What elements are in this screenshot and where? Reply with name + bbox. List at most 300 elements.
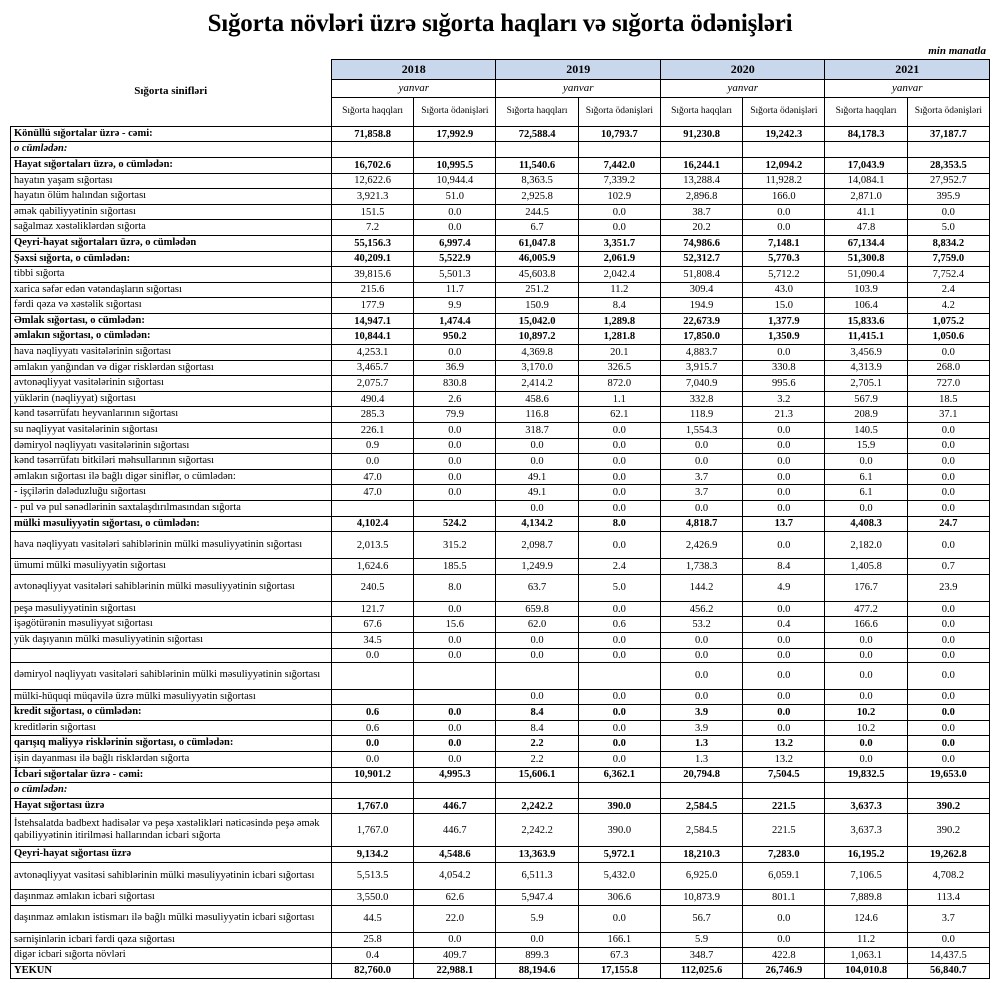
row-value: 40,209.1 [331, 251, 413, 267]
row-value: 4,548.6 [414, 847, 496, 863]
row-value: 1.1 [578, 391, 660, 407]
row-value: 5,972.1 [578, 847, 660, 863]
table-row [11, 617, 990, 633]
table-row [11, 204, 990, 220]
row-value: 0.0 [578, 454, 660, 470]
row-value: 7,148.1 [743, 235, 825, 251]
row-value: 22.0 [414, 905, 496, 932]
row-label: mülki məsuliyyətin sığortası, o cümlədən: [11, 516, 332, 532]
row-value [414, 142, 496, 158]
row-value: 477.2 [825, 601, 907, 617]
row-value: 2,871.0 [825, 189, 907, 205]
table-row [11, 220, 990, 236]
row-value: 15.0 [743, 298, 825, 314]
row-value: 458.6 [496, 391, 578, 407]
table-row [11, 376, 990, 392]
row-value: 166.0 [743, 189, 825, 205]
row-value: 4,102.4 [331, 516, 413, 532]
table-row [11, 313, 990, 329]
table-row [11, 345, 990, 361]
table-row [11, 438, 990, 454]
row-value: 1,063.1 [825, 948, 907, 964]
row-label: əmlakın yanğından və digər risklərdən sığortası [11, 360, 332, 376]
table-row [11, 736, 990, 752]
row-value: 8,363.5 [496, 173, 578, 189]
row-value: 2,925.8 [496, 189, 578, 205]
row-value: 0.4 [331, 948, 413, 964]
header-premium-2019: Sığorta haqqları [496, 97, 578, 126]
row-value: 176.7 [825, 574, 907, 601]
row-value: 0.0 [578, 485, 660, 501]
table-row [11, 814, 990, 847]
row-value: 6.1 [825, 469, 907, 485]
row-value: 25.8 [331, 932, 413, 948]
table-row [11, 948, 990, 964]
row-value: 5.0 [907, 220, 989, 236]
header-year-2021: 2021 [825, 59, 990, 79]
row-value: 67,134.4 [825, 235, 907, 251]
row-value: 0.0 [660, 438, 742, 454]
row-value: 20.2 [660, 220, 742, 236]
row-label: işin dayanması ilə bağlı risklərdən sığorta [11, 751, 332, 767]
row-value: 28,353.5 [907, 157, 989, 173]
row-value: 0.0 [907, 485, 989, 501]
row-value: 251.2 [496, 282, 578, 298]
header-payment-2021: Sığorta ödənişləri [907, 97, 989, 126]
table-row [11, 632, 990, 648]
row-label: peşə məsuliyyətinin sığortası [11, 601, 332, 617]
table-header [11, 59, 990, 126]
row-value: 1,474.4 [414, 313, 496, 329]
row-value: 116.8 [496, 407, 578, 423]
row-value: 45,603.8 [496, 267, 578, 283]
row-value: 10,901.2 [331, 767, 413, 783]
header-payment-2019: Sığorta ödənişləri [578, 97, 660, 126]
table-row [11, 173, 990, 189]
row-value: 0.0 [496, 632, 578, 648]
row-value: 0.0 [414, 454, 496, 470]
row-label: dəmiryol nəqliyyatı vasitələri sahiblərinin mülki məsuliyyətinin sığortası [11, 662, 332, 689]
row-value: 34.5 [331, 632, 413, 648]
row-value: 0.0 [496, 932, 578, 948]
row-value: 144.2 [660, 574, 742, 601]
row-value: 1,281.8 [578, 329, 660, 345]
row-value: 166.6 [825, 617, 907, 633]
row-label: əmlakın sığortası, o cümlədən: [11, 329, 332, 345]
row-label: xarica səfər edən vətəndaşların sığortası [11, 282, 332, 298]
row-value: 88,194.6 [496, 963, 578, 979]
row-value: 37,187.7 [907, 126, 989, 142]
row-label: İcbari sığortalar üzrə - cəmi: [11, 767, 332, 783]
row-value: 0.0 [578, 632, 660, 648]
row-value: 2,242.2 [496, 814, 578, 847]
row-value: 0.0 [743, 501, 825, 517]
row-value: 348.7 [660, 948, 742, 964]
row-value: 306.6 [578, 889, 660, 905]
row-value: 0.0 [743, 438, 825, 454]
row-value: 830.8 [414, 376, 496, 392]
row-value: 0.0 [414, 632, 496, 648]
row-value: 1,767.0 [331, 814, 413, 847]
row-value: 14,947.1 [331, 313, 413, 329]
row-label: yük daşıyanın mülki məsuliyyətinin sığortası [11, 632, 332, 648]
table-row [11, 189, 990, 205]
row-value: 11.2 [825, 932, 907, 948]
row-value: 23.9 [907, 574, 989, 601]
row-label: Şəxsi sığorta, o cümlədən: [11, 251, 332, 267]
row-value: 0.0 [825, 662, 907, 689]
header-year-2020: 2020 [660, 59, 825, 79]
row-value: 0.0 [743, 345, 825, 361]
row-label: qarışıq maliyyə risklərinin sığortası, o cümlədən: [11, 736, 332, 752]
row-value: 0.4 [743, 617, 825, 633]
row-value: 0.0 [578, 423, 660, 439]
row-value: 0.0 [743, 662, 825, 689]
row-label: Könüllü sığortalar üzrə - cəmi: [11, 126, 332, 142]
row-value: 0.0 [825, 648, 907, 662]
row-value: 5,770.3 [743, 251, 825, 267]
row-value [496, 142, 578, 158]
row-value: 0.0 [414, 469, 496, 485]
row-value: 872.0 [578, 376, 660, 392]
table-row [11, 251, 990, 267]
row-value: 7.2 [331, 220, 413, 236]
row-value: 244.5 [496, 204, 578, 220]
row-label: Əmlak sığortası, o cümlədən: [11, 313, 332, 329]
row-value: 0.0 [743, 932, 825, 948]
row-value: 899.3 [496, 948, 578, 964]
row-value: 3,456.9 [825, 345, 907, 361]
row-value: 3,637.3 [825, 798, 907, 814]
row-value: 0.0 [578, 705, 660, 721]
table-row [11, 501, 990, 517]
row-value: 6,362.1 [578, 767, 660, 783]
row-label: Hayat sığortaları üzrə, o cümlədən: [11, 157, 332, 173]
row-value: 2.4 [578, 559, 660, 575]
row-value: 0.0 [907, 705, 989, 721]
row-value: 4,883.7 [660, 345, 742, 361]
row-value: 0.0 [578, 532, 660, 559]
row-value: 0.0 [496, 501, 578, 517]
row-value: 330.8 [743, 360, 825, 376]
row-value [825, 142, 907, 158]
row-value: 1.3 [660, 736, 742, 752]
row-value: 5,432.0 [578, 862, 660, 889]
row-value: 67.6 [331, 617, 413, 633]
header-premium-2018: Sığorta haqqları [331, 97, 413, 126]
row-value: 2,705.1 [825, 376, 907, 392]
row-value [331, 689, 413, 705]
row-value: 79.9 [414, 407, 496, 423]
table-row [11, 705, 990, 721]
row-value: 51.0 [414, 189, 496, 205]
row-value: 390.2 [907, 814, 989, 847]
table-row [11, 532, 990, 559]
row-value: 0.0 [907, 720, 989, 736]
row-value: 0.0 [496, 689, 578, 705]
row-value: 1,289.8 [578, 313, 660, 329]
row-value: 2,182.0 [825, 532, 907, 559]
row-value: 102.9 [578, 189, 660, 205]
row-value: 0.0 [825, 454, 907, 470]
row-value: 6,997.4 [414, 235, 496, 251]
row-value: 456.2 [660, 601, 742, 617]
row-value: 10,944.4 [414, 173, 496, 189]
row-value: 390.0 [578, 798, 660, 814]
row-value: 4,818.7 [660, 516, 742, 532]
row-value: 150.9 [496, 298, 578, 314]
row-value: 49.1 [496, 485, 578, 501]
row-value: 326.5 [578, 360, 660, 376]
header-year-2019: 2019 [496, 59, 661, 79]
row-value: 0.0 [743, 485, 825, 501]
row-value: 0.0 [496, 438, 578, 454]
header-year-2018: 2018 [331, 59, 496, 79]
row-value: 727.0 [907, 376, 989, 392]
row-value: 240.5 [331, 574, 413, 601]
row-value: 0.0 [743, 469, 825, 485]
table-row [11, 391, 990, 407]
row-value: 0.0 [414, 648, 496, 662]
row-value: 268.0 [907, 360, 989, 376]
row-value: 185.5 [414, 559, 496, 575]
row-value: 8.4 [578, 298, 660, 314]
row-value: 0.0 [578, 438, 660, 454]
row-value: 950.2 [414, 329, 496, 345]
table-row [11, 329, 990, 345]
row-value [578, 142, 660, 158]
row-value: 422.8 [743, 948, 825, 964]
row-label: əmək qabiliyyətinin sığortası [11, 204, 332, 220]
table-row [11, 454, 990, 470]
row-value: 11,540.6 [496, 157, 578, 173]
row-value [414, 501, 496, 517]
header-payment-2020: Sığorta ödənişləri [743, 97, 825, 126]
row-label: o cümlədən: [11, 142, 332, 158]
row-value: 14,084.1 [825, 173, 907, 189]
row-value: 0.0 [743, 632, 825, 648]
row-value: 5.9 [660, 932, 742, 948]
row-value: 2,584.5 [660, 814, 742, 847]
row-value: 118.9 [660, 407, 742, 423]
row-value: 0.0 [414, 932, 496, 948]
table-row [11, 574, 990, 601]
row-value: 0.0 [907, 662, 989, 689]
row-value: 1,767.0 [331, 798, 413, 814]
row-value: 4.9 [743, 574, 825, 601]
row-value: 3.7 [907, 905, 989, 932]
row-value: 0.0 [743, 532, 825, 559]
row-value: 124.6 [825, 905, 907, 932]
row-value: 39,815.6 [331, 267, 413, 283]
row-value: 11,415.1 [825, 329, 907, 345]
table-row [11, 963, 990, 979]
row-value: 0.0 [907, 632, 989, 648]
row-value: 0.0 [825, 632, 907, 648]
row-label: ümumi mülki məsuliyyətin sığortası [11, 559, 332, 575]
row-value: 11.2 [578, 282, 660, 298]
row-value: 0.0 [414, 423, 496, 439]
table-row [11, 360, 990, 376]
row-label: - işçilərin dələduzluğu sığortası [11, 485, 332, 501]
row-value: 3,351.7 [578, 235, 660, 251]
row-value: 67.3 [578, 948, 660, 964]
row-value: 112,025.6 [660, 963, 742, 979]
row-value: 9.9 [414, 298, 496, 314]
row-value: 0.0 [414, 751, 496, 767]
header-premium-2021: Sığorta haqqları [825, 97, 907, 126]
row-value: 3,637.3 [825, 814, 907, 847]
row-value: 11.7 [414, 282, 496, 298]
table-row [11, 407, 990, 423]
row-value: 659.8 [496, 601, 578, 617]
row-label: avtonəqliyyat vasitələri sahiblərinin mülki məsuliyyətinin sığortası [11, 574, 332, 601]
row-value: 63.7 [496, 574, 578, 601]
row-value: 0.0 [660, 632, 742, 648]
row-value: 0.0 [825, 501, 907, 517]
row-value: 56.7 [660, 905, 742, 932]
row-value: 5,522.9 [414, 251, 496, 267]
row-value: 82,760.0 [331, 963, 413, 979]
row-value: 0.0 [660, 662, 742, 689]
row-value: 10.2 [825, 705, 907, 721]
row-value: 395.9 [907, 189, 989, 205]
row-label: İstehsalatda badbext hadisələr və peşə xəstəlikləri nəticəsində peşə əmək qabiliyyətinin itirilməsi hallarından icbari sığorta [11, 814, 332, 847]
row-value [331, 501, 413, 517]
row-value: 0.0 [331, 454, 413, 470]
table-row [11, 142, 990, 158]
row-value: 5.0 [578, 574, 660, 601]
row-value: 121.7 [331, 601, 413, 617]
table-body [11, 126, 990, 979]
row-label: avtonəqliyyat vasitəsi sahiblərinin mülki məsuliyyətinin icbari sığortası [11, 862, 332, 889]
table-row [11, 267, 990, 283]
table-row [11, 767, 990, 783]
row-label: fərdi qəza və xəstəlik sığortası [11, 298, 332, 314]
table-row [11, 720, 990, 736]
row-value: 0.0 [331, 736, 413, 752]
row-value: 1,075.2 [907, 313, 989, 329]
row-value: 0.0 [907, 736, 989, 752]
row-value: 91,230.8 [660, 126, 742, 142]
row-value: 5,501.3 [414, 267, 496, 283]
row-value: 2.4 [907, 282, 989, 298]
row-value: 24.7 [907, 516, 989, 532]
row-value: 47.8 [825, 220, 907, 236]
row-label: hayatın ölüm halından sığortası [11, 189, 332, 205]
header-month-2020: yanvar [660, 79, 825, 97]
row-value: 2,013.5 [331, 532, 413, 559]
row-value: 3.7 [660, 469, 742, 485]
row-value: 390.2 [907, 798, 989, 814]
row-value: 1,249.9 [496, 559, 578, 575]
row-value: 0.0 [414, 720, 496, 736]
row-value: 1.3 [660, 751, 742, 767]
row-value: 1,050.6 [907, 329, 989, 345]
table-row [11, 648, 990, 662]
row-value: 309.4 [660, 282, 742, 298]
row-value: 4,313.9 [825, 360, 907, 376]
table-row [11, 905, 990, 932]
row-label: Qeyri-hayat sığortası üzrə [11, 847, 332, 863]
row-value: 0.0 [578, 204, 660, 220]
row-value: 332.8 [660, 391, 742, 407]
row-value: 27,952.7 [907, 173, 989, 189]
row-value: 17,043.9 [825, 157, 907, 173]
row-value: 49.1 [496, 469, 578, 485]
row-value: 10,793.7 [578, 126, 660, 142]
row-value [660, 142, 742, 158]
table-row [11, 298, 990, 314]
row-value: 7,283.0 [743, 847, 825, 863]
row-value: 104,010.8 [825, 963, 907, 979]
row-value: 61,047.8 [496, 235, 578, 251]
row-label: tibbi sığorta [11, 267, 332, 283]
row-value: 113.4 [907, 889, 989, 905]
row-value: 15,042.0 [496, 313, 578, 329]
row-value: 47.0 [331, 469, 413, 485]
row-value: 0.0 [578, 751, 660, 767]
row-value: 2.2 [496, 751, 578, 767]
row-value [743, 783, 825, 799]
row-value: 52,312.7 [660, 251, 742, 267]
row-value: 221.5 [743, 814, 825, 847]
row-value: 4,708.2 [907, 862, 989, 889]
row-value [578, 662, 660, 689]
row-value: 51,300.8 [825, 251, 907, 267]
row-value [414, 689, 496, 705]
row-value: 0.0 [743, 423, 825, 439]
table-row [11, 157, 990, 173]
row-value: 524.2 [414, 516, 496, 532]
row-label: avtonəqliyyat vasitələrinin sığortası [11, 376, 332, 392]
row-value: 4,134.2 [496, 516, 578, 532]
row-value: 0.0 [331, 648, 413, 662]
row-value: 6.7 [496, 220, 578, 236]
table-row [11, 601, 990, 617]
row-value [578, 783, 660, 799]
row-value: 13,288.4 [660, 173, 742, 189]
row-value: 0.0 [660, 648, 742, 662]
row-value: 2,042.4 [578, 267, 660, 283]
row-value: 3.2 [743, 391, 825, 407]
table-row [11, 798, 990, 814]
row-value: 71,858.8 [331, 126, 413, 142]
row-value: 74,986.6 [660, 235, 742, 251]
row-value: 0.0 [825, 736, 907, 752]
row-value: 26,746.9 [743, 963, 825, 979]
row-value: 567.9 [825, 391, 907, 407]
table-row [11, 932, 990, 948]
row-value: 10,897.2 [496, 329, 578, 345]
row-value: 221.5 [743, 798, 825, 814]
row-label: kredit sığortası, o cümlədən: [11, 705, 332, 721]
row-value: 7,106.5 [825, 862, 907, 889]
row-value: 12,094.2 [743, 157, 825, 173]
row-value: 2.6 [414, 391, 496, 407]
row-value: 10,873.9 [660, 889, 742, 905]
table-row [11, 516, 990, 532]
row-value: 2,242.2 [496, 798, 578, 814]
row-value: 390.0 [578, 814, 660, 847]
row-value: 62.6 [414, 889, 496, 905]
row-value: 0.0 [907, 532, 989, 559]
row-value: 41.1 [825, 204, 907, 220]
row-value: 5.9 [496, 905, 578, 932]
row-value [496, 783, 578, 799]
row-value: 0.0 [743, 220, 825, 236]
row-label: kənd təsərrüfatı heyvanlarının sığortası [11, 407, 332, 423]
